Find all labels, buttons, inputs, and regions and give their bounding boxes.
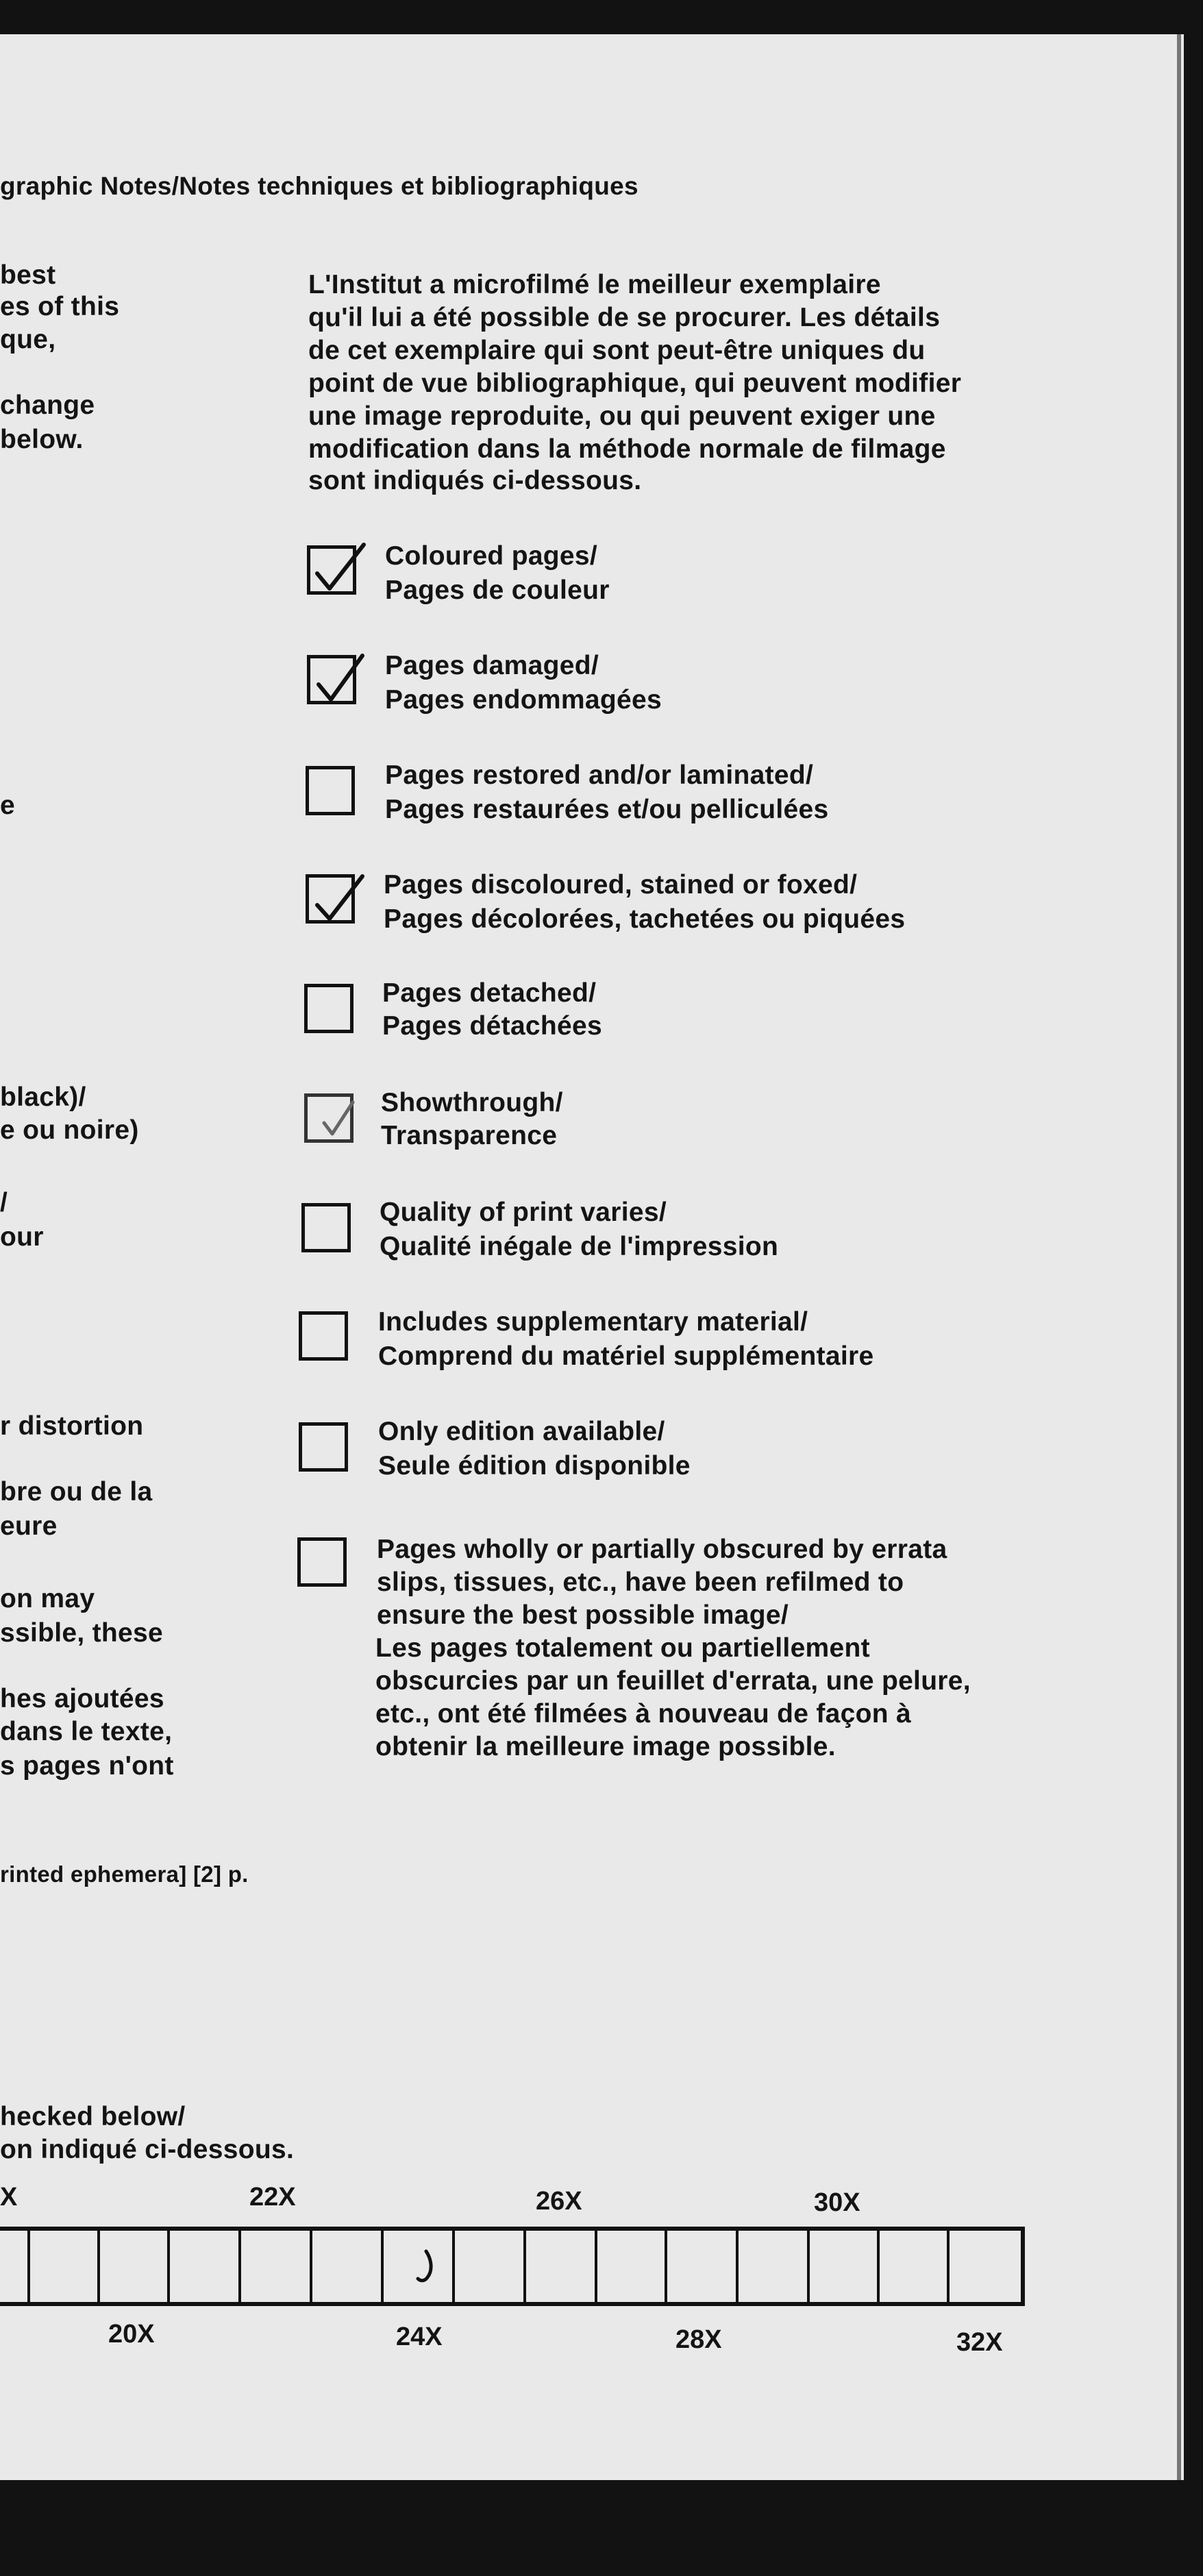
item-label: Pages damaged/ xyxy=(385,651,599,680)
item-label: Pages de couleur xyxy=(385,575,610,605)
scale-cell xyxy=(947,2231,950,2302)
left-fragment: e xyxy=(0,791,15,820)
obscured-line: ensure the best possible image/ xyxy=(377,1600,789,1630)
reduction-scale-bar xyxy=(0,2227,1025,2306)
left-fragment: rinted ephemera] [2] p. xyxy=(0,1861,249,1887)
checkbox-quality-print[interactable] xyxy=(301,1203,351,1252)
left-fragment: dans le texte, xyxy=(0,1717,173,1746)
left-fragment: change xyxy=(0,391,95,420)
left-fragment: black)/ xyxy=(0,1082,86,1112)
scale-bottom-label: 24X xyxy=(396,2323,443,2351)
intro-line: une image reproduite, ou qui peuvent exiger une xyxy=(308,401,936,431)
scale-cell xyxy=(381,2231,384,2302)
checkbox-pages-damaged[interactable] xyxy=(307,655,356,704)
item-label: Includes supplementary material/ xyxy=(378,1307,808,1337)
item-label: Pages restaurées et/ou pelliculées xyxy=(385,795,829,824)
scale-bottom-label: 20X xyxy=(108,2320,155,2349)
scale-top-label: X xyxy=(0,2183,18,2212)
checkbox-pages-discoloured[interactable] xyxy=(306,874,355,924)
checkbox-pages-obscured[interactable] xyxy=(297,1537,347,1587)
checkbox-pages-restored[interactable] xyxy=(306,766,355,815)
scale-cell xyxy=(877,2231,880,2302)
item-label: Pages détachées xyxy=(382,1011,603,1041)
scale-cell xyxy=(523,2231,526,2302)
left-fragment: e ou noire) xyxy=(0,1115,139,1145)
left-fragment: es of this xyxy=(0,292,120,321)
item-label: Pages discoloured, stained or foxed/ xyxy=(384,870,858,900)
left-fragment: que, xyxy=(0,325,56,354)
scale-cell xyxy=(452,2231,455,2302)
left-fragment: r distortion xyxy=(0,1411,144,1441)
checkbox-coloured-pages[interactable] xyxy=(307,545,356,595)
scale-cell xyxy=(238,2231,241,2302)
item-label: Showthrough/ xyxy=(381,1088,563,1117)
scale-cell xyxy=(27,2231,30,2302)
scale-top-label: 22X xyxy=(249,2183,296,2212)
scale-cell xyxy=(736,2231,739,2302)
checkbox-supplementary[interactable] xyxy=(299,1311,348,1361)
item-label: Pages restored and/or laminated/ xyxy=(385,760,814,790)
scale-top-label: 26X xyxy=(536,2187,582,2216)
scale-cell xyxy=(665,2231,667,2302)
intro-line: de cet exemplaire qui sont peut-être uniques du xyxy=(308,336,926,365)
left-fragment: below. xyxy=(0,425,84,454)
check-mark-icon xyxy=(305,1089,367,1150)
checkbox-pages-detached[interactable] xyxy=(304,984,354,1033)
obscured-line: obtenir la meilleure image possible. xyxy=(375,1732,836,1761)
intro-line: L'Institut a microfilmé le meilleur exemplaire xyxy=(308,270,881,299)
obscured-line: obscurcies par un feuillet d'errata, une pelure, xyxy=(375,1666,971,1696)
left-fragment: bre ou de la xyxy=(0,1477,153,1507)
check-mark-icon xyxy=(308,541,369,602)
item-label: Coloured pages/ xyxy=(385,541,598,571)
left-fragment: on may xyxy=(0,1584,95,1613)
check-mark-icon xyxy=(306,869,368,931)
scale-cell xyxy=(310,2231,312,2302)
obscured-line: Les pages totalement ou partiellement xyxy=(375,1633,870,1663)
obscured-line: etc., ont été filmées à nouveau de façon à xyxy=(375,1699,911,1729)
scale-cell xyxy=(807,2231,810,2302)
intro-line: modification dans la méthode normale de filmage xyxy=(308,434,946,464)
item-label: Only edition available/ xyxy=(378,1417,665,1446)
page-title: graphic Notes/Notes techniques et bibliographiques xyxy=(0,172,638,200)
scale-bottom-label: 28X xyxy=(675,2325,722,2354)
item-label: Seule édition disponible xyxy=(378,1451,691,1481)
item-label: Pages endommagées xyxy=(385,685,662,715)
checkbox-showthrough[interactable] xyxy=(304,1093,354,1143)
obscured-line: Pages wholly or partially obscured by errata xyxy=(377,1535,947,1564)
left-fragment: hecked below/ xyxy=(0,2102,186,2131)
left-fragment: eure xyxy=(0,1511,58,1541)
intro-line: qu'il lui a été possible de se procurer. Les détails xyxy=(308,303,941,332)
item-label: Pages detached/ xyxy=(382,978,597,1008)
scale-cell xyxy=(97,2231,100,2302)
left-fragment: / xyxy=(0,1188,8,1217)
left-fragment: hes ajoutées xyxy=(0,1684,164,1713)
scale-top-label: 30X xyxy=(814,2188,860,2217)
item-label: Qualité inégale de l'impression xyxy=(380,1232,779,1261)
item-label: Pages décolorées, tachetées ou piquées xyxy=(384,904,906,934)
left-fragment: ssible, these xyxy=(0,1618,164,1648)
item-label: Comprend du matériel supplémentaire xyxy=(378,1341,874,1371)
item-label: Quality of print varies/ xyxy=(380,1198,667,1227)
scale-cell xyxy=(595,2231,597,2302)
checkbox-only-edition[interactable] xyxy=(299,1422,348,1472)
check-mark-icon xyxy=(308,650,369,712)
intro-line: sont indiqués ci-dessous. xyxy=(308,466,642,495)
item-label: Transparence xyxy=(381,1121,558,1150)
scale-check-mark-icon xyxy=(414,2247,441,2288)
scale-cell xyxy=(167,2231,170,2302)
left-fragment: on indiqué ci-dessous. xyxy=(0,2135,295,2164)
left-fragment: best xyxy=(0,260,56,290)
scale-bottom-label: 32X xyxy=(956,2328,1003,2357)
intro-line: point de vue bibliographique, qui peuvent modifier xyxy=(308,369,962,398)
left-fragment: our xyxy=(0,1222,44,1252)
page-edge xyxy=(1177,34,1181,2480)
left-fragment: s pages n'ont xyxy=(0,1751,174,1781)
obscured-line: slips, tissues, etc., have been refilmed to xyxy=(377,1568,904,1597)
